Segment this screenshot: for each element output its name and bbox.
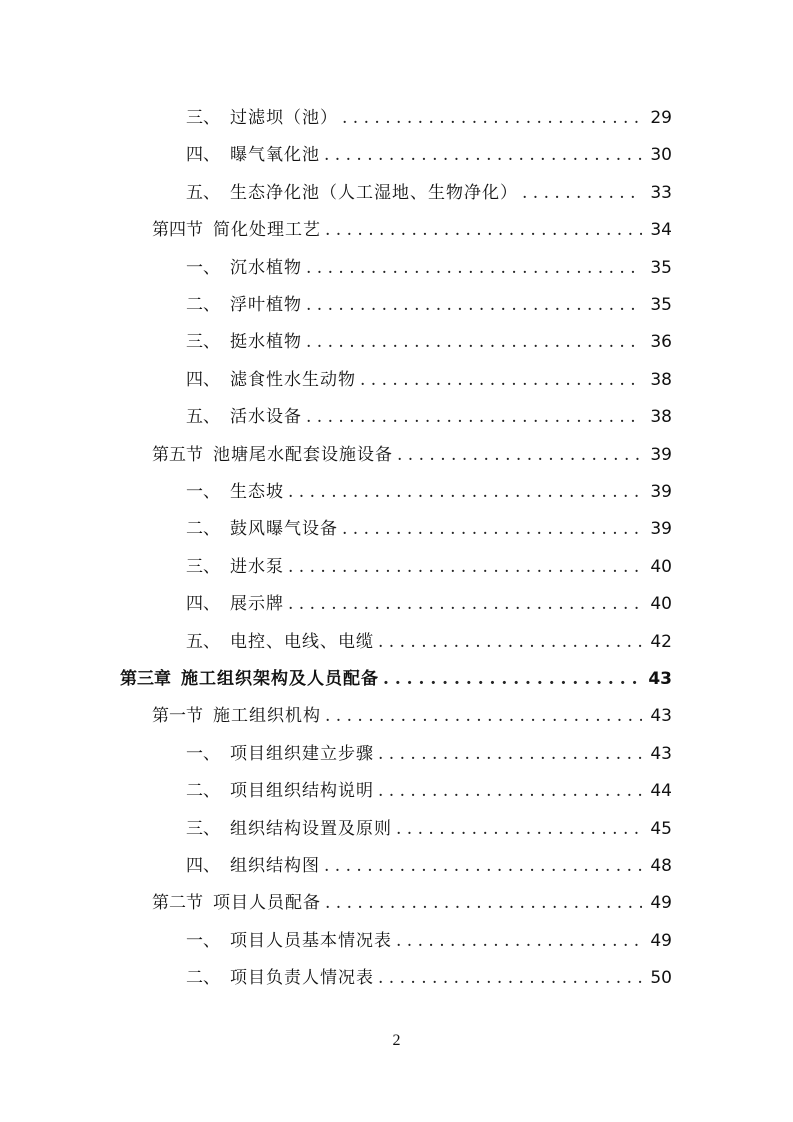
toc-entry[interactable]	[0, 212, 793, 249]
toc-entry-number: 二、	[186, 295, 220, 315]
toc-entry-line	[186, 511, 672, 548]
toc-entry-number: 四、	[186, 594, 220, 615]
toc-entry[interactable]	[0, 811, 793, 848]
toc-dot-leader	[288, 586, 642, 623]
toc-entry-line	[186, 923, 672, 960]
toc-dot-leader	[324, 848, 642, 885]
toc-entry-number: 四、	[186, 369, 220, 390]
toc-entry-title: 挺水植物	[230, 332, 302, 353]
toc-dot-leader	[306, 250, 642, 287]
table-of-contents	[0, 100, 793, 1000]
toc-entry-title: 进水泵	[230, 556, 284, 577]
toc-entry-line	[186, 100, 672, 137]
toc-entry-number: 五、	[186, 182, 220, 203]
toc-entry-title: 施工组织架构及人员配备	[181, 669, 379, 689]
toc-entry[interactable]	[0, 848, 793, 885]
toc-entry[interactable]	[0, 773, 793, 810]
toc-entry-title: 浮叶植物	[230, 295, 302, 315]
toc-entry-number: 三、	[186, 108, 220, 128]
toc-entry[interactable]	[0, 362, 793, 399]
toc-entry-number: 五、	[186, 631, 220, 652]
toc-entry[interactable]	[0, 511, 793, 548]
toc-entry-title: 简化处理工艺	[213, 220, 321, 241]
toc-entry-page: 50	[650, 968, 672, 989]
page-number: 2	[392, 1032, 401, 1049]
toc-entry-title: 项目组织建立步骤	[230, 743, 374, 764]
toc-entry-line	[186, 175, 672, 212]
toc-dot-leader	[325, 212, 642, 249]
toc-entry-page: 38	[650, 369, 672, 390]
toc-entry-line	[152, 885, 672, 922]
toc-entry-page: 36	[650, 332, 672, 353]
toc-entry[interactable]	[0, 698, 793, 735]
toc-dot-leader	[360, 362, 642, 399]
toc-entry-line	[186, 474, 672, 511]
toc-dot-leader	[288, 474, 642, 511]
toc-entry-title: 项目负责人情况表	[230, 968, 374, 989]
toc-entry-page: 49	[650, 893, 672, 914]
toc-entry[interactable]	[0, 549, 793, 586]
toc-entry-title: 曝气氧化池	[230, 145, 320, 166]
toc-dot-leader	[342, 100, 642, 137]
toc-entry-number: 三、	[186, 332, 220, 353]
toc-entry-title: 滤食性水生动物	[230, 369, 356, 390]
toc-entry-title: 沉水植物	[230, 257, 302, 278]
toc-entry-number: 四、	[186, 145, 220, 166]
toc-entry-number: 第四节	[152, 220, 203, 241]
toc-entry-line	[186, 811, 672, 848]
toc-entry-page: 45	[650, 818, 672, 839]
toc-entry-title: 项目组织结构说明	[230, 781, 374, 802]
toc-entry-title: 电控、电线、电缆	[230, 631, 374, 652]
toc-entry-title: 活水设备	[230, 407, 302, 428]
toc-entry-number: 一、	[186, 743, 220, 764]
toc-entry[interactable]	[0, 474, 793, 511]
toc-entry[interactable]	[0, 736, 793, 773]
toc-entry-line	[186, 250, 672, 287]
toc-entry-number: 二、	[186, 781, 220, 802]
toc-dot-leader	[378, 624, 642, 661]
toc-dot-leader	[324, 137, 642, 174]
toc-entry-page: 43	[650, 743, 672, 764]
toc-entry-line	[152, 698, 672, 735]
toc-entry-line	[186, 960, 672, 997]
toc-entry[interactable]	[0, 960, 793, 997]
toc-entry-number: 一、	[186, 930, 220, 951]
toc-entry-title: 鼓风曝气设备	[230, 519, 338, 540]
toc-entry-line	[186, 549, 672, 586]
toc-entry-number: 一、	[186, 482, 220, 502]
toc-entry-line	[186, 848, 672, 885]
toc-entry-number: 四、	[186, 856, 220, 876]
toc-entry-page: 29	[650, 108, 672, 128]
toc-entry[interactable]	[0, 137, 793, 174]
toc-entry-number: 第五节	[152, 444, 203, 465]
toc-entry-page: 38	[650, 407, 672, 428]
toc-entry-page: 35	[650, 257, 672, 278]
toc-entry-line	[120, 661, 672, 698]
toc-entry-title: 生态净化池（人工湿地、生物净化）	[230, 182, 518, 203]
toc-entry-title: 组织结构图	[230, 856, 320, 876]
toc-dot-leader	[288, 549, 642, 586]
toc-entry-number: 五、	[186, 407, 220, 428]
toc-entry[interactable]	[0, 399, 793, 436]
toc-dot-leader	[306, 399, 642, 436]
toc-entry-page: 43	[650, 706, 672, 727]
toc-entry-number: 第三章	[120, 669, 171, 689]
toc-entry-number: 二、	[186, 968, 220, 989]
toc-entry-line	[186, 773, 672, 810]
toc-entry-line	[186, 586, 672, 623]
toc-entry-title: 生态坡	[230, 482, 284, 502]
toc-entry[interactable]	[0, 586, 793, 623]
toc-entry-title: 项目人员配备	[213, 893, 321, 914]
toc-entry-line	[186, 624, 672, 661]
toc-entry-title: 组织结构设置及原则	[230, 818, 392, 839]
toc-entry[interactable]	[0, 661, 793, 698]
toc-entry-title: 过滤坝（池）	[230, 108, 338, 128]
toc-entry-line	[152, 437, 672, 474]
toc-dot-leader	[378, 736, 642, 773]
toc-entry-number: 二、	[186, 519, 220, 540]
toc-entry[interactable]	[0, 885, 793, 922]
toc-dot-leader	[396, 811, 642, 848]
toc-dot-leader	[325, 885, 642, 922]
toc-dot-leader	[396, 923, 642, 960]
toc-entry-line	[186, 399, 672, 436]
toc-entry-line	[186, 736, 672, 773]
toc-entry-line	[186, 324, 672, 361]
toc-entry-page: 48	[650, 856, 672, 876]
toc-entry-page: 40	[650, 556, 672, 577]
toc-entry-page: 34	[650, 220, 672, 241]
toc-entry-title: 项目人员基本情况表	[230, 930, 392, 951]
toc-entry-number: 三、	[186, 556, 220, 577]
toc-entry-page: 43	[648, 669, 672, 689]
toc-entry-page: 39	[650, 482, 672, 502]
toc-entry-number: 第二节	[152, 893, 203, 914]
toc-entry[interactable]	[0, 437, 793, 474]
toc-entry[interactable]	[0, 923, 793, 960]
toc-dot-leader	[325, 698, 642, 735]
toc-entry-page: 33	[650, 182, 672, 203]
toc-entry[interactable]	[0, 250, 793, 287]
toc-entry-page: 40	[650, 594, 672, 615]
toc-entry-page: 49	[650, 930, 672, 951]
toc-entry-page: 42	[650, 631, 672, 652]
toc-entry-page: 39	[650, 519, 672, 540]
toc-dot-leader	[378, 960, 642, 997]
toc-dot-leader	[383, 661, 642, 698]
toc-entry-title: 展示牌	[230, 594, 284, 615]
toc-dot-leader	[306, 287, 642, 324]
toc-entry-line	[152, 212, 672, 249]
toc-entry[interactable]	[0, 624, 793, 661]
toc-entry[interactable]	[0, 175, 793, 212]
toc-entry-title: 施工组织机构	[213, 706, 321, 727]
toc-entry[interactable]	[0, 100, 793, 137]
toc-entry-line	[186, 362, 672, 399]
toc-entry-number: 三、	[186, 818, 220, 839]
toc-entry[interactable]	[0, 287, 793, 324]
toc-entry-title: 池塘尾水配套设施设备	[213, 444, 393, 465]
toc-entry-page: 39	[650, 444, 672, 465]
toc-dot-leader	[378, 773, 642, 810]
toc-dot-leader	[342, 511, 642, 548]
toc-entry-line	[186, 137, 672, 174]
toc-entry-page: 35	[650, 295, 672, 315]
toc-entry-page: 30	[650, 145, 672, 166]
toc-dot-leader	[397, 437, 642, 474]
toc-entry-page: 44	[650, 781, 672, 802]
toc-entry-number: 一、	[186, 257, 220, 278]
toc-entry-number: 第一节	[152, 706, 203, 727]
toc-dot-leader	[522, 175, 642, 212]
toc-dot-leader	[306, 324, 642, 361]
toc-entry[interactable]	[0, 324, 793, 361]
toc-entry-line	[186, 287, 672, 324]
